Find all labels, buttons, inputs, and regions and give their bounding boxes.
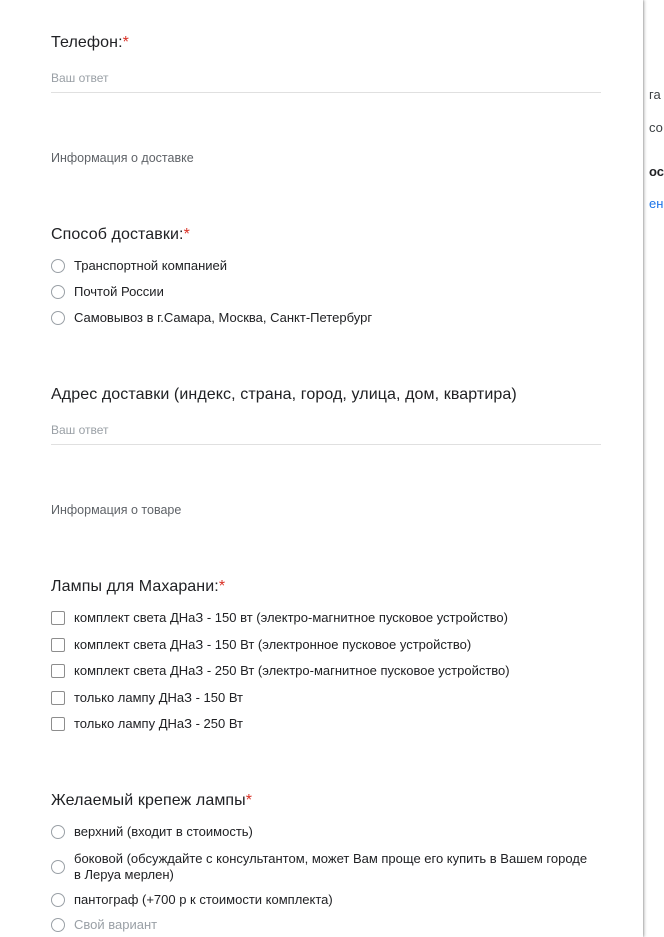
radio-button[interactable]	[51, 311, 65, 325]
checkbox[interactable]	[51, 717, 65, 731]
delivery-address-input[interactable]	[51, 420, 601, 445]
checkbox-option-label: только лампу ДНаЗ - 250 Вт	[74, 716, 244, 731]
question-title-text: Телефон:	[51, 34, 123, 51]
background-link-fragment[interactable]: ен	[649, 196, 664, 211]
question-title-phone	[51, 34, 129, 52]
checkbox-option-label: комплект света ДНаЗ - 150 Вт (электронное пусковое устройство)	[74, 637, 472, 652]
radio-option-label: пантограф (+700 р к стоимости комплекта)	[74, 892, 333, 907]
question-title-text: Желаемый крепеж лампы	[51, 792, 246, 809]
question-title-mount	[51, 792, 252, 810]
radio-option-russian-post[interactable]	[51, 284, 164, 304]
radio-option-transport-company[interactable]	[51, 258, 227, 278]
background-text-fragment: ос	[649, 164, 664, 179]
checkbox-option-lamp-150-em[interactable]	[51, 610, 508, 630]
checkbox-option-lamp-250-em[interactable]	[51, 663, 510, 683]
radio-option-mount-top[interactable]	[51, 824, 253, 844]
radio-option-pickup[interactable]	[51, 310, 372, 330]
checkbox[interactable]	[51, 664, 65, 678]
question-title-delivery-address: Адрес доставки (индекс, страна, город, улица, дом, квартира)	[51, 386, 517, 403]
radio-option-mount-side[interactable]	[51, 850, 594, 884]
radio-button[interactable]	[51, 285, 65, 299]
radio-option-mount-other[interactable]	[51, 917, 157, 937]
phone-input-placeholder: Ваш ответ	[51, 71, 109, 85]
checkbox-option-label: только лампу ДНаЗ - 150 Вт	[74, 690, 244, 705]
section-delivery-info: Информация о доставке	[51, 151, 194, 165]
radio-button[interactable]	[51, 825, 65, 839]
phone-input[interactable]	[51, 68, 601, 93]
radio-option-label: верхний (входит в стоимость)	[74, 824, 253, 839]
radio-option-label: боковой (обсуждайте с консультантом, может Вам проще его купить в Вашем городе в Леруа мерлен)	[74, 851, 588, 882]
background-page-strip	[644, 0, 664, 937]
checkbox-option-label: комплект света ДНаЗ - 250 Вт (электро-магнитное пусковое устройство)	[74, 663, 510, 678]
radio-option-label: Транспортной компанией	[74, 258, 228, 273]
checkbox[interactable]	[51, 611, 65, 625]
radio-option-label: Почтой России	[74, 284, 164, 299]
section-product-info: Информация о товаре	[51, 503, 182, 517]
background-text-fragment: га	[649, 87, 661, 102]
checkbox[interactable]	[51, 638, 65, 652]
radio-button[interactable]	[51, 860, 65, 874]
required-asterisk: *	[122, 34, 129, 51]
question-title-delivery-method	[51, 226, 190, 244]
radio-button[interactable]	[51, 893, 65, 907]
checkbox-option-lamp-150-electronic[interactable]	[51, 637, 471, 657]
required-asterisk: *	[245, 792, 253, 809]
question-title-text: Способ доставки:	[51, 226, 184, 243]
question-title-text: Лампы для Махарани:	[51, 578, 219, 595]
checkbox-option-lamp-only-150[interactable]	[51, 690, 243, 710]
checkbox[interactable]	[51, 691, 65, 705]
background-text-fragment: со	[649, 120, 663, 135]
required-asterisk: *	[183, 226, 190, 243]
question-title-lamps	[51, 578, 225, 596]
delivery-address-placeholder: Ваш ответ	[51, 423, 109, 437]
checkbox-option-lamp-only-250[interactable]	[51, 716, 243, 736]
radio-button[interactable]	[51, 259, 65, 273]
radio-option-label: Самовывоз в г.Самара, Москва, Санкт-Петербург	[74, 310, 373, 325]
required-asterisk: *	[218, 578, 226, 595]
checkbox-option-label: комплект света ДНаЗ - 150 вт (электро-магнитное пусковое устройство)	[74, 610, 508, 625]
radio-option-mount-pantograph[interactable]	[51, 892, 333, 912]
radio-option-other-label: Свой вариант	[74, 917, 158, 932]
radio-button[interactable]	[51, 918, 65, 932]
